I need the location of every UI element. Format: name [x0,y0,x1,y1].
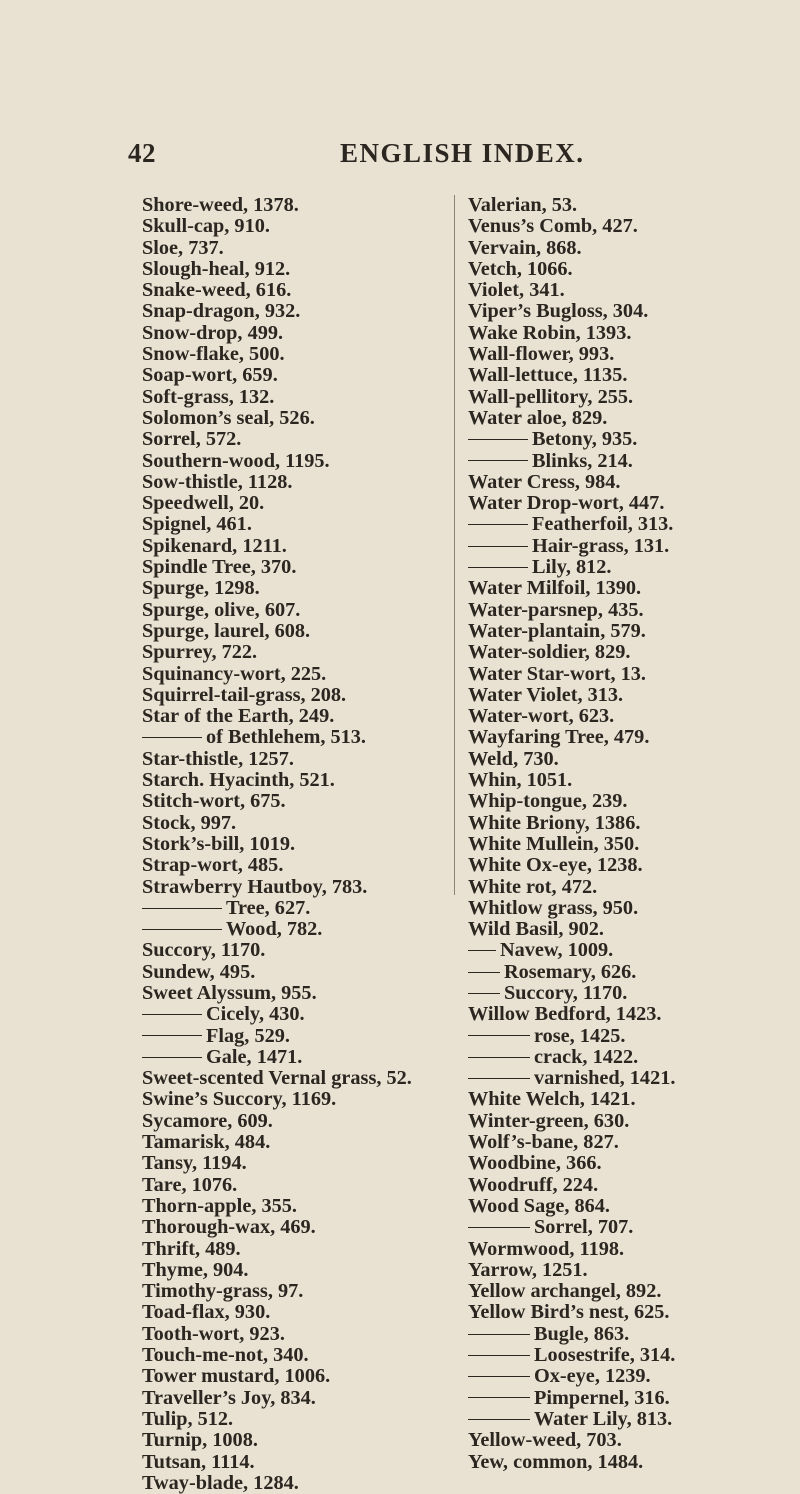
index-entry [468,706,798,727]
index-entry-text: Skull-cap, 910. [142,215,270,238]
ditto-dash [468,524,528,525]
index-entry-text: Spindle Tree, 370. [142,556,297,579]
index-entry [142,472,467,493]
index-entry-text: Spurge, laurel, 608. [142,619,311,642]
index-entry-text: Squirrel-tail-grass, 208. [142,683,347,706]
index-entry-text: Whin, 1051. [468,769,573,792]
index-entry [142,1153,467,1174]
index-entry [468,855,798,876]
index-entry-text: Wolf’s-bane, 827. [468,1131,619,1154]
index-entry-text: Star-thistle, 1257. [142,747,294,770]
index-entry-text: Yarrow, 1251. [468,1258,588,1281]
index-entry-text: Sweet Alyssum, 955. [142,981,317,1004]
index-entry [468,600,798,621]
index-entry-text: Tansy, 1194. [142,1152,247,1175]
index-entry-text: Sorrel, 572. [142,428,242,451]
ditto-dash [468,993,500,994]
index-entry [468,1089,798,1110]
ditto-dash [468,1355,530,1356]
index-entry-text: Bugle, 863. [534,1322,630,1345]
index-entry [142,451,467,472]
index-entry-text: Water-soldier, 829. [468,641,631,664]
index-entry [142,578,467,599]
index-entry-text: Wall-pellitory, 255. [468,385,634,408]
index-entry [142,1260,467,1281]
index-entry-text: Sycamore, 609. [142,1109,273,1132]
index-entry-text: Squinancy-wort, 225. [142,662,327,685]
index-entry [142,1430,467,1451]
index-entry [468,578,798,599]
index-entry-text: Lily, 812. [532,556,612,579]
index-entry [142,1473,467,1494]
index-entry [468,1068,798,1089]
index-entry [468,1004,798,1025]
index-entry [468,1132,798,1153]
index-entry-text: Wormwood, 1198. [468,1237,625,1260]
index-entry [142,536,467,557]
index-entry-text: Soft-grass, 132. [142,385,275,408]
index-entry [142,408,467,429]
index-entry [142,770,467,791]
index-entry-text: Wood Sage, 864. [468,1194,610,1217]
ditto-dash [142,1035,202,1036]
index-entry-text: Rosemary, 626. [504,960,637,983]
index-entry-text: Loosestrife, 314. [534,1344,676,1367]
index-entry-text: Sundew, 495. [142,960,256,983]
index-entry [468,280,798,301]
index-entry [468,195,798,216]
ditto-dash [468,1334,530,1335]
index-entry-text: Traveller’s Joy, 834. [142,1386,316,1409]
index-entry-text: varnished, 1421. [534,1067,676,1090]
index-entry-text: Starch. Hyacinth, 521. [142,769,335,792]
index-entry [142,557,467,578]
index-entry [468,301,798,322]
index-entry [468,408,798,429]
index-entry [142,1132,467,1153]
index-entry [468,877,798,898]
index-entry [468,791,798,812]
index-entry-text: Water Drop-wort, 447. [468,492,665,515]
index-entry [468,365,798,386]
index-entry-text: Betony, 935. [532,428,638,451]
index-entry [142,1004,467,1025]
index-entry-text: Hair-grass, 131. [532,534,670,557]
index-entry-text: Tooth-wort, 923. [142,1322,285,1345]
index-entry-text: Pimpernel, 316. [534,1386,670,1409]
index-entry [468,451,798,472]
index-entry-text: Wall-flower, 993. [468,343,615,366]
index-entry [142,1047,467,1068]
index-entry-text: Sorrel, 707. [534,1216,634,1239]
index-entry [468,1302,798,1323]
index-entry-text: Tare, 1076. [142,1173,238,1196]
index-entry-text: Water Milfoil, 1390. [468,577,642,600]
ditto-dash [468,1397,530,1398]
index-entry-text: Thrift, 489. [142,1237,241,1260]
index-entry [468,1345,798,1366]
index-entry [468,216,798,237]
index-entry-text: Wake Robin, 1393. [468,321,632,344]
index-entry [142,1302,467,1323]
index-entry [468,642,798,663]
index-entry [468,259,798,280]
index-entry-text: Tower mustard, 1006. [142,1365,331,1388]
index-entry [468,1217,798,1238]
index-entry-text: Thorn-apple, 355. [142,1194,297,1217]
ditto-dash [468,567,528,568]
index-entry [468,919,798,940]
index-entry [142,301,467,322]
index-entry-text: Shore-weed, 1378. [142,194,299,216]
index-entry-text: Water aloe, 829. [468,406,608,429]
index-entry [142,1217,467,1238]
index-entry [468,1175,798,1196]
index-entry-text: Water Violet, 313. [468,683,624,706]
index-entry-text: Swine’s Succory, 1169. [142,1088,337,1111]
index-entry [468,770,798,791]
index-entry [142,642,467,663]
index-entry [142,962,467,983]
index-column-right [468,195,798,1473]
index-entry [142,1089,467,1110]
index-entry-text: Stitch-wort, 675. [142,790,286,813]
index-entry [468,621,798,642]
index-entry-text: Water Star-wort, 13. [468,662,646,685]
index-entry-text: Spurge, 1298. [142,577,260,600]
index-entry-text: Water Lily, 813. [534,1407,673,1430]
ditto-dash [468,950,496,951]
index-entry-text: Gale, 1471. [206,1045,303,1068]
index-entry [468,1196,798,1217]
index-entry [142,1388,467,1409]
index-entry [468,1026,798,1047]
index-entry-text: Southern-wood, 1195. [142,449,330,472]
index-entry-text: Spignel, 461. [142,513,252,536]
index-entry [142,195,467,216]
ditto-dash [468,1227,530,1228]
index-entry [468,1324,798,1345]
ditto-dash [468,972,500,973]
index-entry [142,919,467,940]
index-entry [468,557,798,578]
index-entry-text: Vervain, 868. [468,236,582,259]
index-entry-text: Snake-weed, 616. [142,279,292,302]
index-entry [142,834,467,855]
index-entry-text: Yellow-weed, 703. [468,1429,622,1452]
index-entry [142,813,467,834]
ditto-dash [468,460,528,461]
index-entry [142,706,467,727]
index-entry [468,727,798,748]
index-entry [468,1153,798,1174]
index-entry [468,1239,798,1260]
index-entry [142,280,467,301]
column-divider [454,195,455,895]
index-entry [142,365,467,386]
index-entry-text: Spurrey, 722. [142,641,258,664]
index-entry-text: Tway-blade, 1284. [142,1471,299,1494]
index-entry-text: Woodbine, 366. [468,1152,602,1175]
index-entry [468,514,798,535]
index-entry-text: Navew, 1009. [500,939,614,962]
index-entry-text: Solomon’s seal, 526. [142,406,315,429]
index-entry-text: White Welch, 1421. [468,1088,636,1111]
index-entry [142,727,467,748]
index-entry [468,898,798,919]
index-entry-text: Succory, 1170. [504,981,628,1004]
index-entry [142,621,467,642]
index-entry [142,216,467,237]
index-entry-text: Woodruff, 224. [468,1173,599,1196]
index-entry-text: Sweet-scented Vernal grass, 52. [142,1067,412,1090]
index-entry-text: Turnip, 1008. [142,1429,258,1452]
index-entry [142,685,467,706]
ditto-dash [468,439,528,440]
index-entry [468,962,798,983]
index-entry [468,813,798,834]
index-entry [468,429,798,450]
ditto-dash [142,1057,202,1058]
index-entry-text: Slough-heal, 912. [142,257,291,280]
ditto-dash [468,1419,530,1420]
index-entry-text: Snow-flake, 500. [142,343,285,366]
index-entry [142,1239,467,1260]
index-entry-text: Touch-me-not, 340. [142,1344,309,1367]
index-entry [142,387,467,408]
index-entry [142,1111,467,1132]
index-entry [142,1324,467,1345]
ditto-dash [468,1057,530,1058]
index-column-left [142,195,467,1494]
index-entry-text: Featherfoil, 313. [532,513,674,536]
index-entry-text: Speedwell, 20. [142,492,265,515]
ditto-dash [142,1014,202,1015]
index-entry-text: Viper’s Bugloss, 304. [468,300,649,323]
index-entry [468,940,798,961]
index-entry-text: Toad-flax, 930. [142,1301,271,1324]
index-entry-text: rose, 1425. [534,1024,626,1047]
index-entry-text: Wood, 782. [226,918,323,941]
index-entry-text: Spurge, olive, 607. [142,598,301,621]
index-entry-text: White Mullein, 350. [468,832,640,855]
index-entry [468,323,798,344]
index-entry [142,940,467,961]
index-entry [468,344,798,365]
index-entry-text: Tulip, 512. [142,1407,234,1430]
index-entry [468,834,798,855]
index-entry-text: Sow-thistle, 1128. [142,470,293,493]
ditto-dash [142,908,222,909]
index-entry-text: Cicely, 430. [206,1003,305,1026]
index-entry-text: Vetch, 1066. [468,257,573,280]
index-entry [468,1260,798,1281]
index-entry [142,1409,467,1430]
index-entry [468,1430,798,1451]
index-entry [142,1196,467,1217]
index-entry-text: White Briony, 1386. [468,811,641,834]
index-entry [468,1281,798,1302]
index-entry [142,1366,467,1387]
index-entry-text: Willow Bedford, 1423. [468,1003,662,1026]
ditto-dash [468,1035,530,1036]
index-entry-text: Yew, common, 1484. [468,1450,644,1473]
index-entry-text: Succory, 1170. [142,939,266,962]
index-entry [468,387,798,408]
index-entry-text: Wall-lettuce, 1135. [468,364,628,387]
index-entry-text: Spikenard, 1211. [142,534,287,557]
index-entry-text: Water-wort, 623. [468,705,615,728]
index-entry [468,1047,798,1068]
index-entry [142,600,467,621]
index-entry [468,1111,798,1132]
index-entry-text: Strawberry Hautboy, 783. [142,875,368,898]
index-entry-text: Stock, 997. [142,811,237,834]
index-entry [468,493,798,514]
index-entry [142,1345,467,1366]
index-entry [468,536,798,557]
index-entry-text: Venus’s Comb, 427. [468,215,638,238]
index-entry [142,1068,467,1089]
index-entry-text: Water-parsnep, 435. [468,598,644,621]
index-entry [468,664,798,685]
index-entry-text: Soap-wort, 659. [142,364,278,387]
index-entry [142,749,467,770]
page-header [0,138,800,178]
index-entry-text: White Ox-eye, 1238. [468,854,643,877]
running-title: ENGLISH INDEX. [340,138,585,168]
index-entry [468,238,798,259]
ditto-dash [468,546,528,547]
index-entry-text: Snap-dragon, 932. [142,300,301,323]
index-entry [142,791,467,812]
index-entry [142,855,467,876]
index-entry-text: Flag, 529. [206,1024,290,1047]
index-entry-text: Star of the Earth, 249. [142,705,335,728]
index-entry-text: Weld, 730. [468,747,559,770]
index-entry [142,259,467,280]
index-entry [142,898,467,919]
index-entry-text: Yellow Bird’s nest, 625. [468,1301,670,1324]
index-entry-text: Blinks, 214. [532,449,633,472]
index-entry [468,685,798,706]
index-entry-text: Timothy-grass, 97. [142,1280,304,1303]
index-entry [468,1366,798,1387]
index-entry-text: Winter-green, 630. [468,1109,630,1132]
index-entry-text: Snow-drop, 499. [142,321,284,344]
index-entry-text: Strap-wort, 485. [142,854,284,877]
index-entry-text: crack, 1422. [534,1045,639,1068]
index-entry [142,1175,467,1196]
index-entry-text: Valerian, 53. [468,194,578,216]
index-entry-text: Whitlow grass, 950. [468,896,639,919]
index-entry [468,1452,798,1473]
index-entry [142,238,467,259]
index-entry [142,514,467,535]
index-entry-text: Tutsan, 1114. [142,1450,255,1473]
index-entry [142,429,467,450]
index-entry [468,1388,798,1409]
index-entry [142,493,467,514]
index-entry-text: Violet, 341. [468,279,565,302]
ditto-dash [468,1376,530,1377]
index-entry [468,983,798,1004]
index-entry [142,1452,467,1473]
index-entry-text: of Bethlehem, 513. [206,726,366,749]
ditto-dash [142,737,202,738]
index-entry-text: Sloe, 737. [142,236,224,259]
index-entry [142,1026,467,1047]
index-entry [142,323,467,344]
index-entry-text: Yellow archangel, 892. [468,1280,662,1303]
index-entry-text: Wayfaring Tree, 479. [468,726,650,749]
index-entry-text: Thyme, 904. [142,1258,249,1281]
ditto-dash [142,929,222,930]
ditto-dash [468,1078,530,1079]
index-entry-text: Thorough-wax, 469. [142,1216,316,1239]
page-number: 42 [128,138,156,168]
index-entry-text: Stork’s-bill, 1019. [142,832,296,855]
index-entry [142,664,467,685]
index-entry-text: Tree, 627. [226,896,311,919]
index-entry [468,749,798,770]
index-entry [142,344,467,365]
index-entry-text: Whip-tongue, 239. [468,790,628,813]
index-entry [468,472,798,493]
index-entry-text: Wild Basil, 902. [468,918,604,941]
index-entry-text: Water-plantain, 579. [468,619,646,642]
index-entry [142,877,467,898]
index-entry [142,983,467,1004]
index-entry-text: White rot, 472. [468,875,598,898]
index-entry-text: Tamarisk, 484. [142,1131,271,1154]
index-entry [142,1281,467,1302]
index-entry-text: Ox-eye, 1239. [534,1365,651,1388]
index-entry-text: Water Cress, 984. [468,470,621,493]
index-entry [468,1409,798,1430]
